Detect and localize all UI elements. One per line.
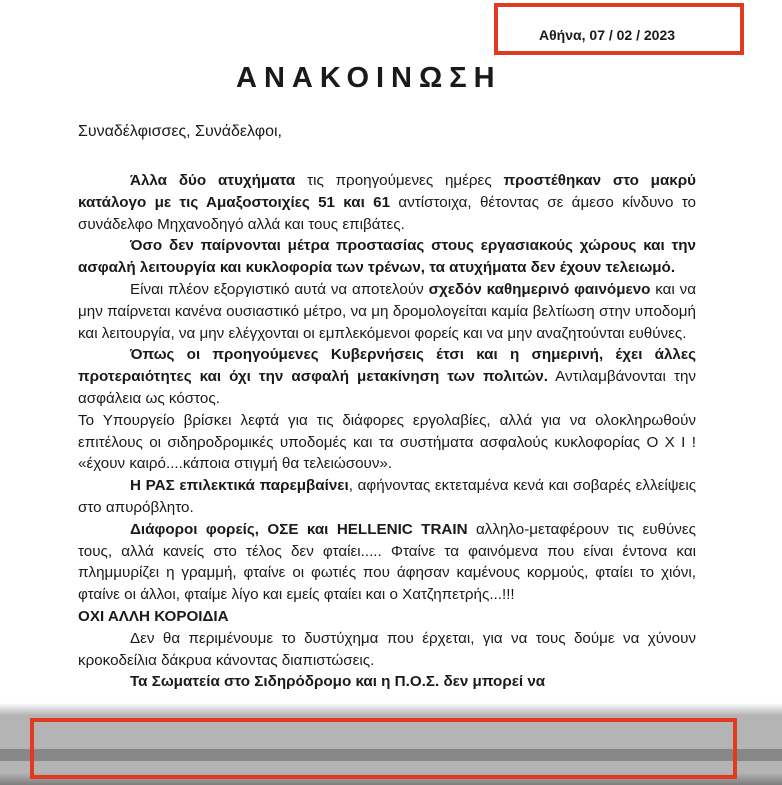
p3-bold: σχεδόν καθημερινό φαινόμενο xyxy=(428,280,651,298)
paragraph-3 xyxy=(78,279,696,344)
p1-bold-1: Άλλα δύο ατυχήματα xyxy=(130,172,296,189)
paragraph-2 xyxy=(78,235,696,279)
p1-text-2: αντίστοιχα, θέτοντας σε άμεσο κίνδυνο το συνάδελφο Μηχανοδηγό αλλά και τους επιβάτες. xyxy=(78,193,696,233)
p9-text: Τα Σωματεία στο Σιδηρόδρομο και η Π.Ο.Σ. δεν μπορεί να xyxy=(130,673,546,691)
p7-bold: Διάφοροι φορείς, ΟΣΕ και HELLENIC TRAIN xyxy=(130,520,468,538)
paragraph-1 xyxy=(78,170,696,235)
document-title: ΑΝΑΚΟΙΝΩΣΗ xyxy=(236,62,502,94)
paragraph-6 xyxy=(78,475,696,519)
p1-bold-2: προστέθηκαν στο μακρύ κατάλογο με τις Αμαξοστοιχίες 51 και 61 xyxy=(78,172,696,211)
p5-text: Το Υπουργείο βρίσκει λεφτά για τις διάφορες εργολαβίες, αλλά για να ολοκληρωθούν επιτέλους οι σιδηροδρομικές υποδομές και τα συστήματα ασφαλούς κυκλοφορίας Ο Χ Ι ! «έχουν καιρό....κάποια στιγμή θα τελειώσουν». xyxy=(78,411,696,473)
greeting: Συναδέλφισσες, Συνάδελφοι, xyxy=(78,123,282,140)
paragraph-8 xyxy=(78,628,696,672)
p3-text-2: και να μην παίρνεται κανένα ουσιαστικό μέτρο, να μη δρομολογείται καμία βελτίωση στην υποδομή και λειτουργία, να μην ελέγχονται οι εμπλεκόμενοι φορείς και να μην αναζητούνται ευθύνες. xyxy=(78,280,696,342)
p8-text: Δεν θα περιμένουμε το δυστύχημα που έρχεται, για να τους δούμε να χύνουν κροκοδείλια δάκρυα κάνοντας διαπιστώσεις. xyxy=(78,629,696,669)
p7-text: αλληλο-μεταφέρουν τις ευθύνες τους, αλλά κανείς στο τέλος δεν φταίει..... Φταίνε τα φαινόμενα που είναι έντονα και πλημμυρίζει η γραμμή, φταίνε οι φωτιές που άφησαν καμένους κορμούς, φταίει το χιόνι, φταίνε οι άλλοι, φταίμε λίγο και εμείς φταίει και ο Χατζηπετρής...!!! xyxy=(78,520,696,604)
paragraph-9 xyxy=(78,671,696,693)
p1-text-1: τις προηγούμενες ημέρες xyxy=(295,172,504,189)
p3-text-1: Είναι πλέον εξοργιστικό αυτά να αποτελούν xyxy=(130,280,429,298)
paragraph-4 xyxy=(78,344,696,409)
p2-bold: Όσο δεν παίρνονται μέτρα προστασίας στους εργασιακούς χώρους και την ασφαλή λειτουργία και κυκλοφορία των τρένων, τα ατυχήματα δεν έχουν τελειωμό. xyxy=(78,237,696,277)
text-highlight-box xyxy=(30,718,737,779)
p6-bold: Η ΡΑΣ επιλεκτικά παρεμβαίνει xyxy=(130,477,349,495)
p4-text: Αντιλαμβάνονται την ασφάλεια ως κόστος. xyxy=(78,368,696,407)
document-body xyxy=(78,170,696,693)
paragraph-7 xyxy=(78,519,696,606)
section-heading: ΟΧΙ ΑΛΛΗ ΚΟΡΟΙΔΙΑ xyxy=(78,607,229,625)
document-date: Αθήνα, 07 / 02 / 2023 xyxy=(539,27,676,43)
paragraph-5 xyxy=(78,410,696,475)
p4-bold: Όπως οι προηγούμενες Κυβερνήσεις έτσι και η σημερινή, έχει άλλες προτεραιότητες και όχι την ασφαλή μετακίνηση των πολιτών. xyxy=(78,346,696,386)
p6-text: , αφήνοντας εκτεταμένα κενά και σοβαρές ελλείψεις στο απυρόβλητο. xyxy=(78,477,697,516)
